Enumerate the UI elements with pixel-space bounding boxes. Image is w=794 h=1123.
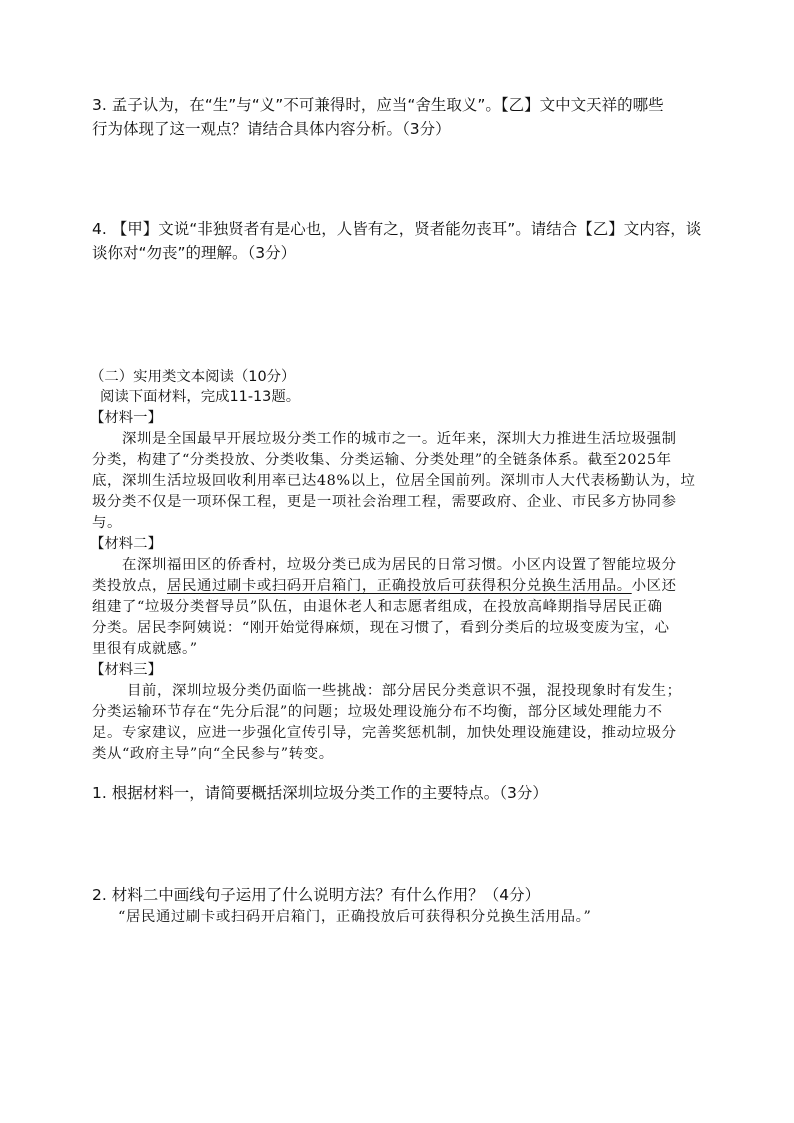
question-4-line-2: 谈你对“勿丧”的理解。（3分） bbox=[92, 244, 297, 262]
material-3-line: 类从“政府主导”向“全民参与”转变。 bbox=[92, 746, 334, 762]
material-1-line: 圾分类不仅是一项环保工程，更是一项社会治理工程，需要政府、企业、市民多方协同参 bbox=[92, 494, 677, 510]
section-title: （二）实用类文本阅读（10分） bbox=[90, 369, 296, 385]
material-3-line: 足。专家建议，应进一步强化宣传引导，完善奖惩机制，加快处理设施建设，推动垃圾分 bbox=[92, 725, 677, 741]
question-1: 1. 根据材料一，请简要概括深圳垃圾分类工作的主要特点。（3分） bbox=[92, 784, 548, 802]
question-2: 2. 材料二中画线句子运用了什么说明方法？有什么作用？（4分） bbox=[92, 886, 541, 904]
material-1-label: 【材料一】 bbox=[90, 410, 162, 426]
material-3-line: 分类运输环节存在“先分后混”的问题；垃圾处理设施分布不均衡，部分区域处理能力不 bbox=[92, 704, 663, 720]
section-instruction: 阅读下面材料，完成11-13题。 bbox=[100, 389, 301, 405]
material-1-line: 深圳是全国最早开展垃圾分类工作的城市之一。近年来，深圳大力推进生活垃圾强制 bbox=[122, 431, 677, 447]
question-2-quote: “居民通过刷卡或扫码开启箱门，正确投放后可获得积分兑换生活用品。” bbox=[118, 909, 592, 925]
material-2-label: 【材料二】 bbox=[90, 536, 162, 552]
question-3-line-1: 3. 孟子认为，在“生”与“义”不可兼得时，应当“舍生取义”。【乙】文中文天祥的哪些 bbox=[92, 96, 664, 114]
material-1-line: 分类，构建了“分类投放、分类收集、分类运输、分类处理”的全链条体系。截至2025年 bbox=[92, 452, 672, 468]
material-2-line: 分类。居民李阿姨说：“刚开始觉得麻烦，现在习惯了，看到分类后的垃圾变废为宝，心 bbox=[92, 620, 670, 636]
material-2-line-with-underline bbox=[92, 579, 677, 593]
material-2-line-suffix: 小区还 bbox=[631, 578, 677, 594]
material-3-line: 目前，深圳垃圾分类仍面临一些挑战：部分居民分类意识不强，混投现象时有发生； bbox=[127, 683, 682, 699]
material-1-line: 与。 bbox=[92, 515, 122, 531]
material-3-label: 【材料三】 bbox=[90, 662, 162, 678]
underlined-sentence: 居民通过刷卡或扫码开启箱门，正确投放后可获得积分兑换生活用品。 bbox=[166, 578, 632, 594]
material-2-line: 在深圳福田区的侨香村，垃圾分类已成为居民的日常习惯。小区内设置了智能垃圾分 bbox=[122, 557, 677, 573]
material-2-line: 里很有成就感。” bbox=[92, 641, 198, 657]
material-2-line: 组建了“垃圾分类督导员”队伍，由退休老人和志愿者组成，在投放高峰期指导居民正确 bbox=[92, 599, 663, 615]
question-4-line-1: 4. 【甲】文说“非独贤者有是心也，人皆有之，贤者能勿丧耳”。请结合【乙】文内容，谈 bbox=[92, 220, 702, 238]
material-1-line: 底，深圳生活垃圾回收利用率已达48%以上，位居全国前列。深圳市人大代表杨勤认为，垃 bbox=[92, 473, 696, 489]
question-3-line-2: 行为体现了这一观点？请结合具体内容分析。（3分） bbox=[92, 120, 451, 138]
material-2-line-prefix: 类投放点， bbox=[92, 578, 167, 594]
